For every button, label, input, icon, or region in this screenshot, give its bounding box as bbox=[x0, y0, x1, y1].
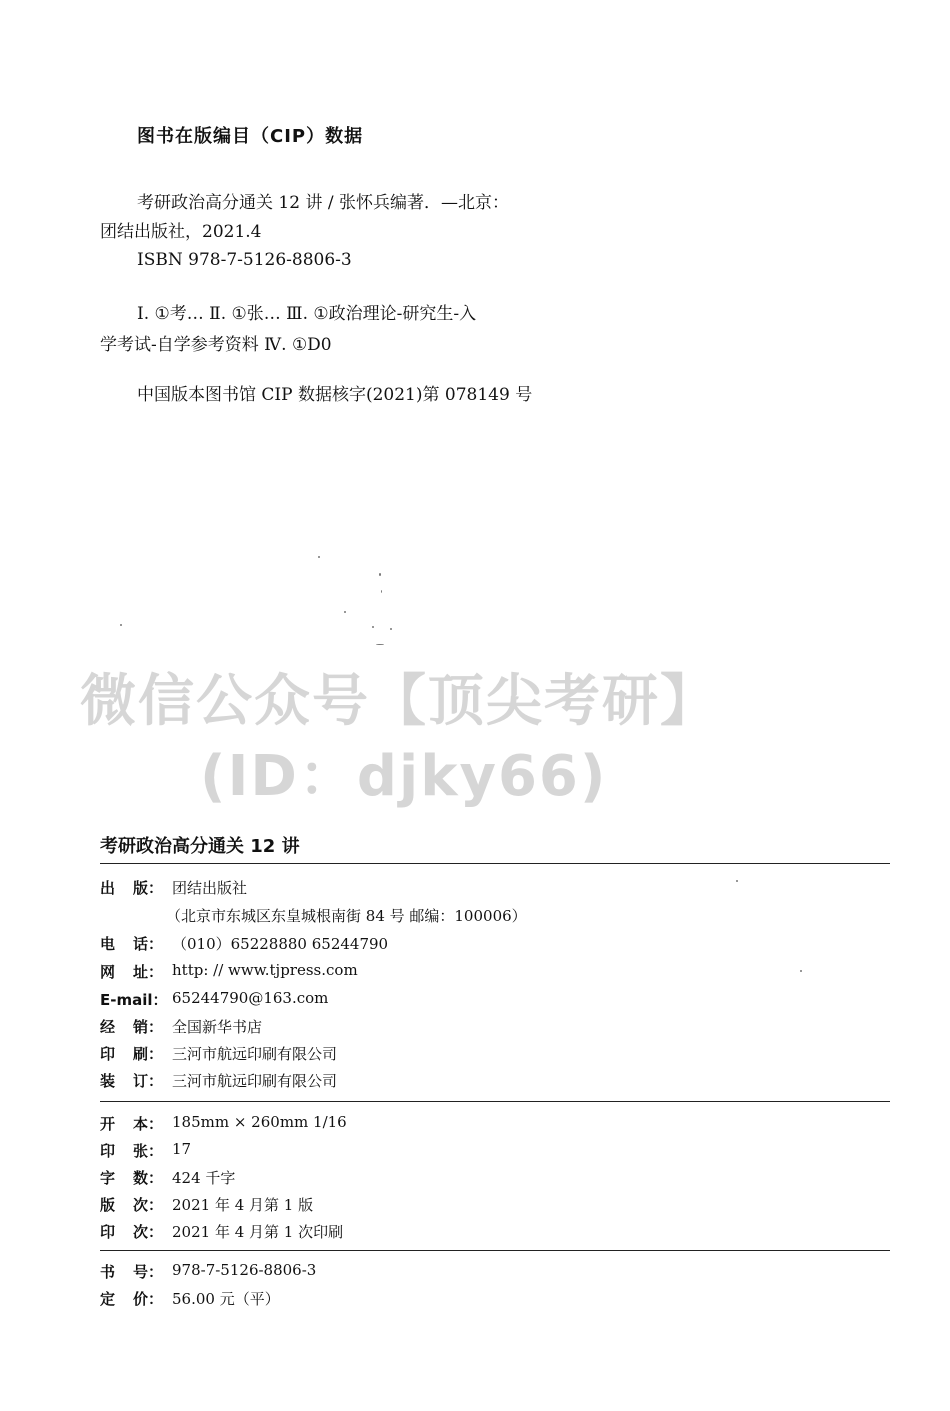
cip-publisher-line: 团结出版社，2021.4 bbox=[100, 222, 262, 242]
cip-title: 图书在版编目（CIP）数据 bbox=[137, 126, 364, 147]
copyright-page: 图书在版编目（CIP）数据 考研政治高分通关 12 讲 / 张怀兵编著．—北京： 团结出版社，2021.4 ISBN 978-7-5126-8806-3 Ⅰ. ①考… Ⅱ. ①张… Ⅲ. ①政治理论-研究生-入 学考试-自学参考资料 Ⅳ. ①D0 中国版本图书馆 CIP 数据核字(2021)第 078149 号 微信公众号【顶尖考研】 (ID：djky66) 考研政治高分通关 12 讲 出 版： 团结出版社 （北京市东城区东皇城根南街 84 号 邮编：100006） 电 话： （010）65228880 65244790 网 址： http: // www.tjpress.com E-mail： 65244790@163.com 经 销： 全国新华书店 印 刷： 三河市航远印刷有限公司 装 订： 三河市航远印刷有限公司 开 本： 185mm × 260mm 1/16 印 张： 17 字 数： 424 千字 版 次： 2021 年 4 月第 1 版 印 次： 2021 年 4 月第 1 次印刷 书 号： 978-7-5126-8806-3 定 价： 56.00 元（平） bbox=[0, 0, 950, 1411]
cip-title-author-line: 考研政治高分通关 12 讲 / 张怀兵编著．—北京： bbox=[137, 193, 509, 213]
publisher-address: （北京市东城区东皇城根南街 84 号 邮编：100006） bbox=[166, 907, 527, 925]
price-value: 56.00 元（平） bbox=[172, 1290, 280, 1308]
speck bbox=[376, 644, 384, 645]
divider-rule bbox=[100, 863, 890, 864]
email-value: 65244790@163.com bbox=[172, 989, 329, 1007]
speck bbox=[379, 573, 381, 576]
printing-value: 2021 年 4 月第 1 次印刷 bbox=[172, 1223, 344, 1241]
cip-record-number: 中国版本图书馆 CIP 数据核字(2021)第 078149 号 bbox=[137, 385, 533, 405]
book-title: 考研政治高分通关 12 讲 bbox=[100, 836, 300, 857]
speck bbox=[344, 611, 346, 613]
cip-isbn: ISBN 978-7-5126-8806-3 bbox=[137, 250, 352, 270]
distributor-value: 全国新华书店 bbox=[172, 1018, 263, 1036]
phone-value: （010）65228880 65244790 bbox=[172, 935, 389, 953]
binder-value: 三河市航远印刷有限公司 bbox=[172, 1072, 338, 1090]
speck bbox=[318, 556, 320, 558]
divider-rule bbox=[100, 1101, 890, 1102]
speck bbox=[736, 880, 738, 882]
publisher-value: 团结出版社 bbox=[172, 879, 248, 897]
words-value: 424 千字 bbox=[172, 1169, 236, 1187]
speck bbox=[800, 970, 802, 972]
printer-value: 三河市航远印刷有限公司 bbox=[172, 1045, 338, 1063]
divider-rule bbox=[100, 1250, 890, 1251]
cip-subject-line-1: Ⅰ. ①考… Ⅱ. ①张… Ⅲ. ①政治理论-研究生-入 bbox=[137, 304, 477, 324]
website-value: http: // www.tjpress.com bbox=[172, 961, 358, 979]
edition-value: 2021 年 4 月第 1 版 bbox=[172, 1196, 314, 1214]
speck bbox=[381, 590, 382, 593]
speck bbox=[390, 628, 392, 630]
speck bbox=[120, 624, 122, 626]
sheets-value: 17 bbox=[172, 1140, 192, 1158]
watermark-line-2: (ID：djky66) bbox=[200, 744, 608, 809]
email-label: E-mail： bbox=[100, 991, 168, 1009]
speck bbox=[372, 626, 374, 628]
isbn-value: 978-7-5126-8806-3 bbox=[172, 1261, 317, 1279]
format-value: 185mm × 260mm 1/16 bbox=[172, 1113, 347, 1131]
watermark-line-1: 微信公众号【顶尖考研】 bbox=[80, 669, 718, 734]
cip-subject-line-2: 学考试-自学参考资料 Ⅳ. ①D0 bbox=[100, 335, 332, 355]
